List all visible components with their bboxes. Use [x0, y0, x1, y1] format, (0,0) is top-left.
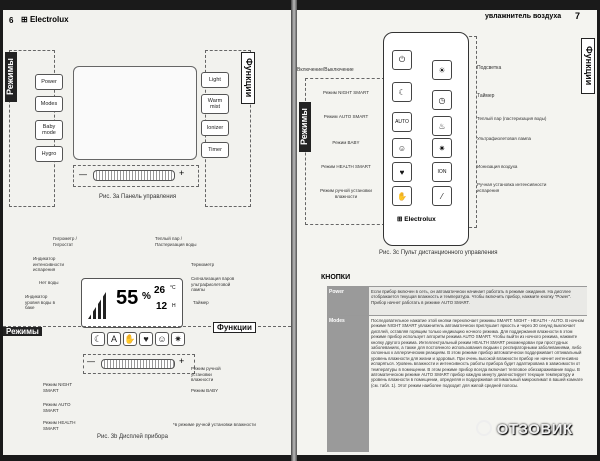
label-manual-humidity: Режим ручной установки влажности — [191, 366, 221, 382]
label-remote-manual: Режим ручной установки влажности — [320, 188, 372, 199]
remote-uv-icon[interactable]: ✷ — [432, 138, 452, 158]
display-functions-label: Функции — [213, 322, 256, 333]
label-night-smart: Режим NIGHT SMART — [43, 382, 73, 393]
label-intensity: Индикатор интенсивности испарения — [33, 256, 64, 272]
remote-intensity-icon[interactable]: ⁄ — [432, 186, 452, 206]
temp-unit: °C — [170, 285, 176, 291]
label-remote-intensity: Ручная установка интенсивности испарения — [477, 182, 547, 193]
label-remote-night: Режим NIGHT SMART — [323, 90, 369, 95]
plus-icon[interactable]: + — [179, 168, 185, 178]
timer-value: 12 — [156, 301, 168, 312]
remote-brand: ⊞ Electrolux — [397, 216, 436, 223]
remote-night-icon[interactable]: ☾ — [392, 82, 412, 102]
page-header: увлажнитель воздуха — [485, 13, 562, 20]
row-name-modes: Modes — [327, 316, 369, 452]
remote-functions-label: Функции — [581, 38, 595, 94]
watermark — [476, 420, 573, 438]
remote-modes-frame — [305, 78, 385, 225]
display-modes-label: Режимы — [3, 327, 42, 336]
brand-logo: ⊞ Electrolux — [21, 15, 69, 24]
remote-timer-icon[interactable]: ◷ — [432, 90, 452, 110]
label-auto-smart: Режим AUTO SMART — [43, 402, 71, 413]
baby-mode-icon: ☺ — [155, 332, 169, 346]
caption-3b: Рис. 3b Дисплей прибора — [97, 434, 168, 440]
caption-3a: Рис. 3а Панель управления — [99, 194, 177, 200]
humidity-unit: % — [142, 291, 151, 302]
caption-3c: Рис. 3с Пульт дистанционного управления — [379, 250, 498, 256]
label-power: Включение/Выключение — [297, 67, 354, 73]
label-remote-auto: Режим AUTO SMART — [323, 114, 369, 119]
footnote: *в режиме ручной установки влажности — [173, 422, 256, 427]
left-page — [3, 10, 291, 455]
label-thermometer: Термометр — [191, 262, 215, 267]
label-remote-ion: Ионизация воздуха — [477, 164, 518, 169]
row-name-power: Power — [327, 287, 369, 315]
remote-baby-icon[interactable]: ☺ — [392, 138, 412, 158]
remote-brand-name: Electrolux — [404, 216, 436, 223]
right-page — [297, 10, 597, 455]
label-remote-uv: Ультрафиолетовая лампа — [477, 136, 532, 141]
timer-button[interactable]: Timer — [201, 142, 229, 158]
brand-name: Electrolux — [29, 15, 69, 24]
label-remote-health: Режим HEALTH SMART — [321, 164, 371, 169]
display-minus-icon: — — [87, 357, 95, 366]
uv-icon: ✷ — [171, 332, 185, 346]
label-no-water: Нет воды — [39, 280, 59, 285]
label-health-smart: Режим HEALTH SMART — [43, 420, 76, 431]
remote-light-icon[interactable]: ☀ — [432, 60, 452, 80]
hygro-button[interactable]: Hygro — [35, 146, 63, 162]
display-screen — [81, 278, 183, 328]
remote-modes-label: Режимы — [299, 102, 311, 152]
health-mode-icon: ♥ — [139, 332, 153, 346]
buttons-heading: КНОПКИ — [321, 274, 351, 281]
humidity-value: 55 — [116, 287, 139, 309]
panel-display-window — [73, 66, 197, 160]
light-button[interactable]: Light — [201, 72, 229, 88]
ionizer-button[interactable]: Ionizer — [201, 120, 229, 136]
auto-mode-icon: A — [107, 332, 121, 346]
label-backlight: Подсветка — [477, 65, 502, 71]
remote-manual-humidity-icon[interactable]: ✋ — [392, 186, 412, 206]
modes-label: Режимы — [5, 52, 17, 102]
label-baby-mode: Режим BABY — [191, 388, 219, 393]
label-hygrometer: Гигрометр / Гигростат — [53, 236, 77, 247]
left-page-number: 6 — [9, 16, 14, 25]
label-remote-warm-mist: Теплый пар (пастеризация воды) — [477, 116, 547, 121]
display-intensity-bar — [101, 359, 175, 369]
minus-icon[interactable]: — — [79, 170, 87, 179]
warm-mist-button[interactable]: Warm mist — [201, 94, 229, 114]
functions-label: Функции — [241, 52, 255, 104]
remote-auto-icon[interactable]: AUTO — [392, 112, 412, 132]
night-mode-icon: ☾ — [91, 332, 105, 346]
timer-unit: H — [172, 303, 176, 309]
baby-mode-button[interactable]: Baby mode — [35, 120, 63, 140]
manual-mode-icon: ✋ — [123, 332, 137, 346]
remote-health-icon[interactable]: ♥ — [392, 162, 412, 182]
label-timer: Таймер — [193, 300, 209, 305]
row-text-modes: Последовательное нажатие этой кнопки переключает режимы SMART: NIGHT - HEALTH - AUTO. В ночном режиме NIGHT SMART увлажнитель автоматически приглушает яркость и через 30 секунд выключает дисплей, оставляя горящим только индикацию ночного режима. Для поддержания влажности в этом режиме прибор использует алгоритм режима AUTO SMART. Чтобы выйти из ночного режима, нажмите кнопку другого режима. Интеллектуальный режим HEALTH SMART рекомендован при простудных заболеваниях, а также для постоянного использования людьми с респираторными заболеваниями, либо склонных к аллергическим реакциям. В этом режиме прибор автоматически поддерживает оптимальный уровень влажности для жизни и здоровья. При очень высокой влажности прибор не начнет интенсивно испаряться. Уровень влажности и интенсивность работы прибора будет адаптирована в зависимости от температуры в помещении. В этом режиме прибор всегда включает тепловое обеззараживание воды. В автоматическом режиме AUTO SMART прибор каждую минуту диагностирует текущие температуру и уровень влажности в помещении, определяя и поддерживая оптимальный микроклимат в вашей комнате (см. табл. 1). Этот режим наиболее подходит для жилой средней полосы. — [371, 318, 584, 388]
power-button[interactable]: Power — [35, 74, 63, 90]
label-warm-mist: Теплый пар / Пастеризация воды — [155, 236, 197, 247]
temp-value: 26 — [154, 285, 166, 296]
label-water-level: Индикатор уровня воды в баке — [25, 294, 56, 310]
remote-ion-icon[interactable]: ION — [432, 162, 452, 182]
right-page-number: 7 — [575, 11, 581, 21]
table-row — [327, 286, 587, 315]
row-text-power: Если прибор включен в сеть, он автоматически начинает работать в режиме ожидания. На дисплее отображается текущая влажность и температура. Чтобы включить прибор, нажмите кнопку "Power". Прибор начнет работать в режиме AUTO SMART. — [371, 289, 572, 305]
modes-button[interactable]: Modes — [35, 96, 63, 112]
remote-power-icon[interactable]: ⏻ — [392, 50, 412, 70]
watermark-text: ОТЗОВИК — [496, 421, 573, 438]
display-plus-icon: + — [179, 356, 185, 366]
remote-warm-mist-icon[interactable]: ♨ — [432, 116, 452, 136]
label-remote-baby: Режим BABY — [332, 140, 360, 145]
label-uv-lamp: Сигнализация паров ультрафиолетовой лампы — [191, 276, 235, 292]
intensity-slider[interactable] — [93, 170, 175, 181]
intensity-bars-icon — [88, 289, 108, 319]
watermark-logo-icon — [476, 420, 492, 436]
label-remote-timer: Таймер — [477, 93, 495, 99]
